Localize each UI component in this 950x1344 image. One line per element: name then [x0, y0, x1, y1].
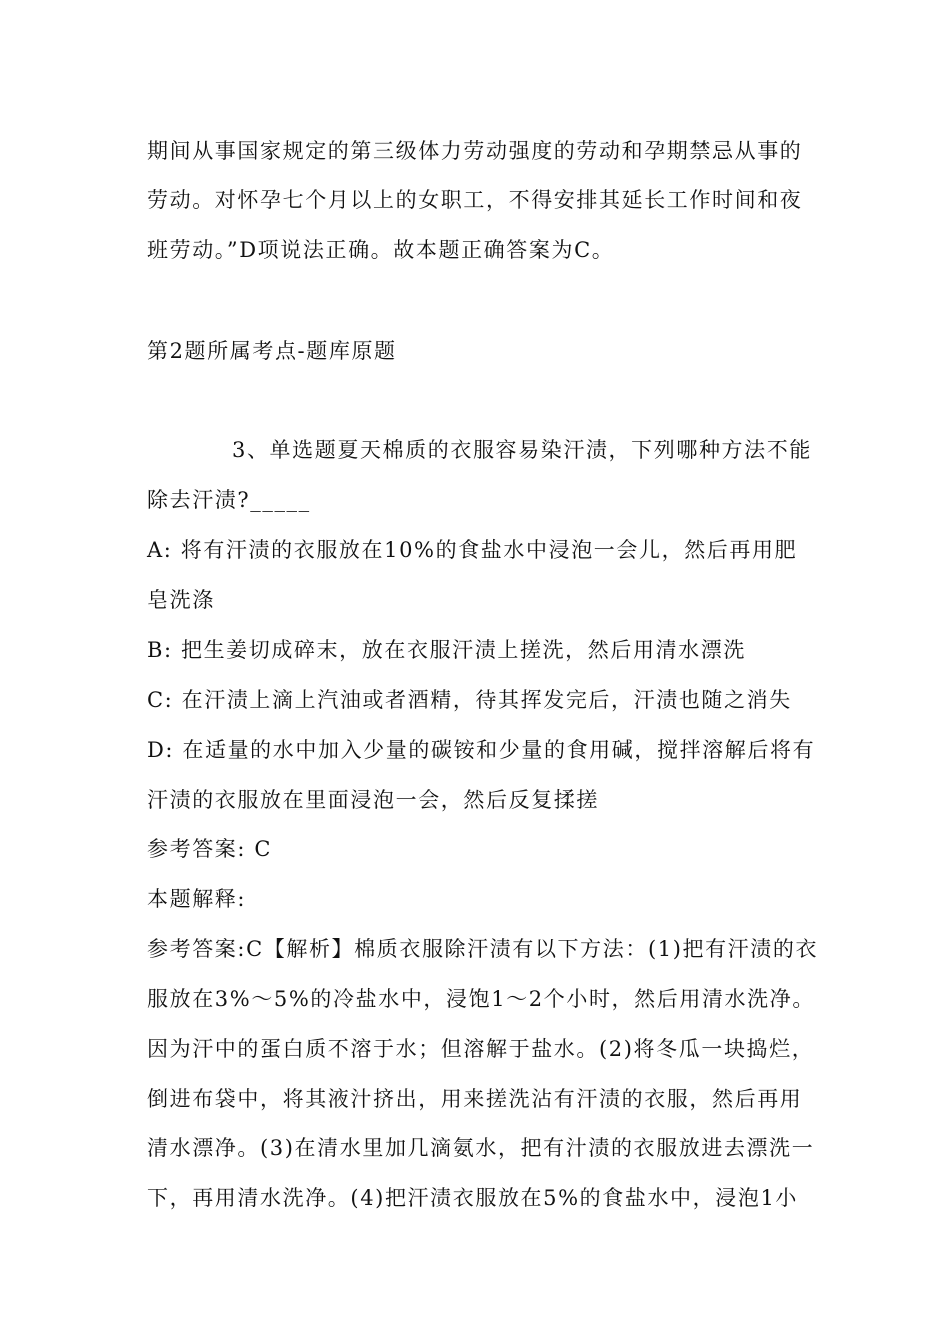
option-a-line-2: 皂洗涤: [147, 588, 215, 612]
explanation-line-6: 下，再用清水洗净。(4)把汗渍衣服放在5%的食盐水中，浸泡1小: [147, 1186, 799, 1210]
option-a-line-1: A: 将有汗渍的衣服放在10%的食盐水中浸泡一会儿，然后再用肥: [147, 538, 798, 562]
explanation-line-4: 倒进布袋中，将其液汁挤出，用来搓洗沾有汗渍的衣服，然后再用: [147, 1087, 803, 1111]
option-d-line-1: D: 在适量的水中加入少量的碳铵和少量的食用碱，搅拌溶解后将有: [147, 738, 816, 762]
question-line-1: 3、单选题夏天棉质的衣服容易染汗渍，下列哪种方法不能: [232, 438, 812, 462]
option-b: B: 把生姜切成碎末，放在衣服汗渍上搓洗，然后用清水漂洗: [147, 638, 746, 662]
explanation-line-5: 清水漂净。(3)在清水里加几滴氨水，把有汁渍的衣服放进去漂洗一: [147, 1136, 815, 1160]
prev-explanation-line-1: 期间从事国家规定的第三级体力劳动强度的劳动和孕期禁忌从事的: [147, 139, 803, 163]
question-line-2: 除去汗渍?_____: [147, 488, 311, 512]
option-c: C: 在汗渍上滴上汽油或者酒精，待其挥发完后，汗渍也随之消失: [147, 688, 792, 712]
prev-explanation-line-3: 班劳动。”D项说法正确。故本题正确答案为C。: [147, 238, 615, 262]
explanation-line-3: 因为汗中的蛋白质不溶于水；但溶解于盐水。(2)将冬瓜一块捣烂，: [147, 1037, 815, 1061]
explanation-line-1: 参考答案:C【解析】棉质衣服除汗渍有以下方法：(1)把有汗渍的衣: [147, 937, 819, 961]
reference-answer: 参考答案: C: [147, 837, 273, 861]
option-d-line-2: 汗渍的衣服放在里面浸泡一会，然后反复揉搓: [147, 788, 599, 812]
prev-explanation-line-2: 劳动。对怀孕七个月以上的女职工，不得安排其延长工作时间和夜: [147, 188, 803, 212]
explanation-label: 本题解释:: [147, 887, 247, 911]
explanation-line-2: 服放在3%～5%的冷盐水中，浸饱1～2个小时，然后用清水洗净。: [147, 987, 815, 1011]
section-label: 第2题所属考点-题库原题: [147, 339, 397, 363]
